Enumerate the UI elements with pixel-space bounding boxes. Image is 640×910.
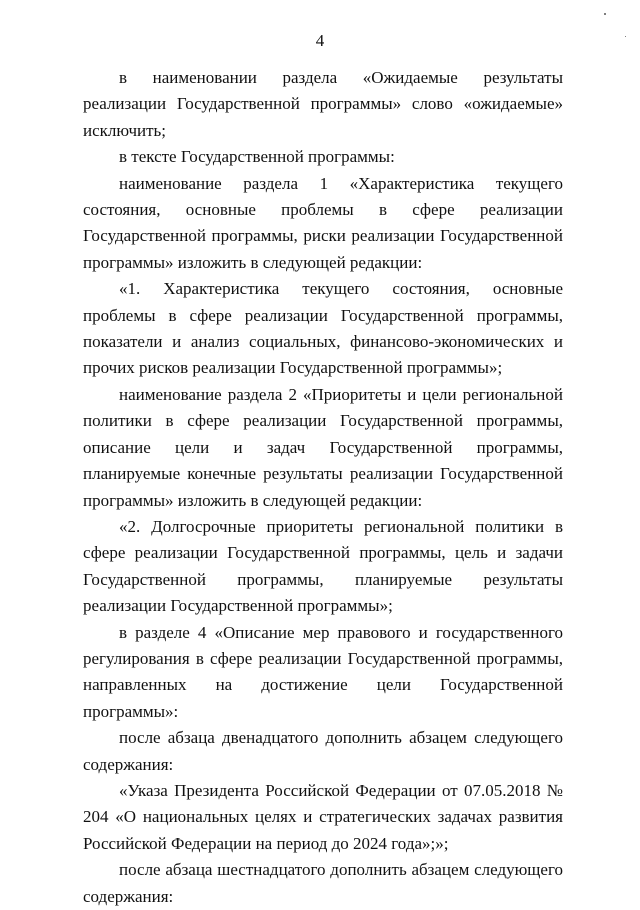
paragraph: «1. Характеристика текущего состояния, основные проблемы в сфере реализации Государственной программы, показатели и анализ социальных, финансово-экономических и прочих рисков реализации Государственной программы»;: [83, 279, 563, 378]
paragraph: в наименовании раздела «Ожидаемые результаты реализации Государственной программы» слово «ожидаемые» исключить;: [83, 68, 563, 140]
document-body: [83, 65, 563, 910]
paragraph: наименование раздела 2 «Приоритеты и цели региональной политики в сфере реализации Государственной программы, описание цели и задач Государственной программы, планируемые конечные результаты реализации Государственной программы» изложить в следующей редакции:: [83, 384, 563, 510]
paragraph: в тексте Государственной программы:: [119, 147, 395, 167]
paragraph: после абзаца шестнадцатого дополнить абзацем следующего содержания:: [83, 860, 563, 906]
paragraph: в разделе 4 «Описание мер правового и государственного регулирования в сфере реализации Государственной программы, направленных на достижение цели Государственной программы»:: [83, 622, 563, 721]
paragraph: наименование раздела 1 «Характеристика текущего состояния, основные проблемы в сфере реализации Государственной программы, риски реализации Государственной программы» изложить в следующей редакции:: [83, 173, 563, 272]
paragraph: после абзаца двенадцатого дополнить абзацем следующего содержания:: [83, 728, 563, 774]
scan-speck: [604, 13, 606, 15]
paragraph: «2. Долгосрочные приоритеты региональной политики в сфере реализации Государственной программы, цель и задачи Государственной программы, планируемые результаты реализации Государственной программы»;: [83, 516, 563, 616]
paragraph: «Указа Президента Российской Федерации от 07.05.2018 № 204 «О национальных целях и стратегических задачах развития Российской Федерации на период до 2024 года»;»;: [83, 780, 563, 853]
page-number: 4: [315, 31, 325, 50]
